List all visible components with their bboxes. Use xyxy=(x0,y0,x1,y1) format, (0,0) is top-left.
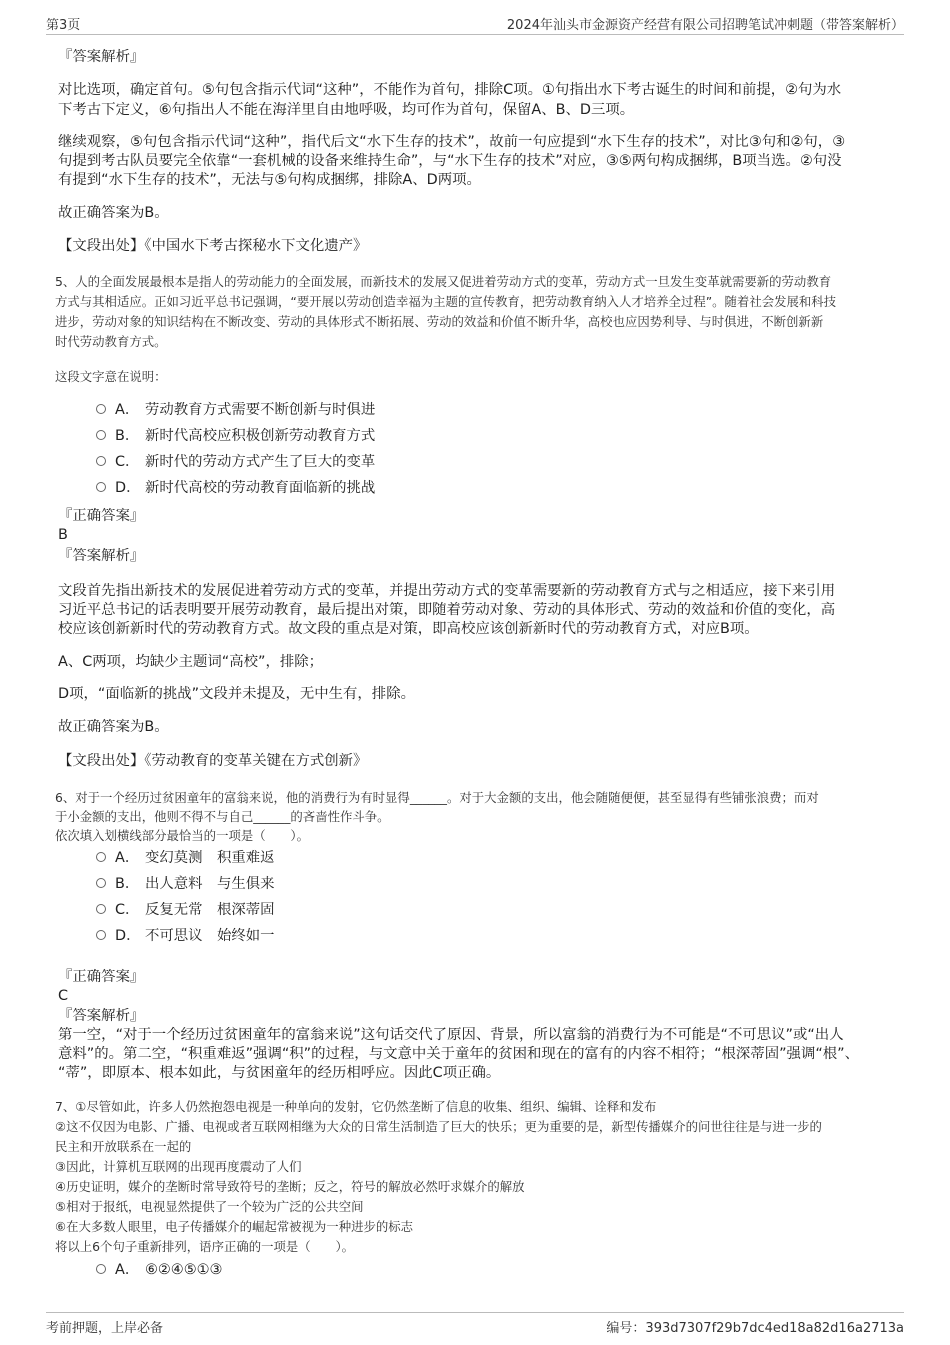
q5-option-c[interactable]: C． 新时代的劳动方式产生了巨大的变革 xyxy=(96,452,375,472)
q6-option-b[interactable]: B． 出人意料 与生俱来 xyxy=(96,874,275,894)
q7-option-a[interactable]: A． ⑥②④⑤①③ xyxy=(96,1260,222,1280)
q6-option-c[interactable]: C． 反复无常 根深蒂固 xyxy=(96,900,275,920)
q4-analysis-title: 『答案解析』 xyxy=(58,49,145,65)
q4-analysis-p2-line1: 继续观察，⑤句包含指示代词“这种”，指代后文“水下生存的技术”，故前一句应提到“水下生存的技术”，对比③句和②句，③ xyxy=(58,134,846,150)
q4-analysis-p2-line3: 有提到“水下生存的技术”，无法与⑤句构成捆绑，排除A、D两项。 xyxy=(58,172,481,188)
page-header xyxy=(46,12,904,35)
q5-option-b[interactable]: B． 新时代高校应积极创新劳动教育方式 xyxy=(96,426,375,446)
q5-conclusion: 故正确答案为B。 xyxy=(58,719,169,735)
q7-sentence-5: ⑤相对于报纸，电视显然提供了一个较为广泛的公共空间 xyxy=(55,1199,364,1214)
q5-answer-title: 『正确答案』 xyxy=(58,508,145,524)
radio-icon[interactable] xyxy=(96,456,106,466)
q5-stem-line3: 进步，劳动对象的知识结构在不断改变、劳动的具体形式不断拓展、劳动的效益和价值不断升华，高校也应因势利导、与时俱进，不断创新新 xyxy=(55,314,824,329)
q5-analysis-line2: 习近平总书记的话表明要开展劳动教育，最后提出对策，即随着劳动对象、劳动的具体形式、劳动的效益和价值的变化，高 xyxy=(58,602,836,618)
q5-source: 【文段出处】《劳动教育的变革关键在方式创新》 xyxy=(58,753,368,769)
q4-conclusion: 故正确答案为B。 xyxy=(58,205,169,221)
q5-question: 这段文字意在说明： xyxy=(55,369,167,384)
q6-option-a[interactable]: A． 变幻莫测 积重难返 xyxy=(96,848,275,868)
q5-analysis-line1: 文段首先指出新技术的发展促进着劳动方式的变革，并提出劳动方式的变革需要新的劳动教育方式与之相适应，接下来引用 xyxy=(58,583,836,599)
q6-answer-title: 『正确答案』 xyxy=(58,969,145,985)
q6-stem-line1: 6、对于一个经历过贫困童年的富翁来说，他的消费行为有时显得______。对于大金额的支出，他会随随便便，甚至显得有些铺张浪费；而对 xyxy=(55,790,819,805)
document-title: 2024年汕头市金源资产经营有限公司招聘笔试冲刺题（带答案解析） xyxy=(506,18,904,33)
page-footer xyxy=(46,1312,904,1337)
q6-option-d[interactable]: D． 不可思议 始终如一 xyxy=(96,926,275,946)
radio-icon[interactable] xyxy=(96,482,106,492)
radio-icon[interactable] xyxy=(96,852,106,862)
q4-source: 【文段出处】《中国水下考古探秘水下文化遗产》 xyxy=(58,238,368,254)
q5-analysis-d: D项，“面临新的挑战”文段并未提及，无中生有，排除。 xyxy=(58,686,415,702)
q5-analysis-title: 『答案解析』 xyxy=(58,548,145,564)
q4-analysis-p2-line2: 句提到考古队员要完全依靠“一套机械的设备来维持生命”，与“水下生存的技术”对应，③⑤两句构成捆绑，B项当选。②句没 xyxy=(58,153,842,169)
radio-icon[interactable] xyxy=(96,904,106,914)
q6-stem-line2: 于小金额的支出，他则不得不与自己______的吝啬性作斗争。 xyxy=(55,809,390,824)
document-id: 编号：393d7307f29b7dc4ed18a82d16a2713a xyxy=(606,1321,904,1336)
q7-sentence-1: 7、①尽管如此，许多人仍然抱怨电视是一种单向的发射，它仍然垄断了信息的收集、组织、编辑、诠释和发布 xyxy=(55,1099,657,1114)
q6-analysis-line2: 意料”的。第二空，“积重难返”强调“积”的过程，与文意中关于童年的贫困和现在的富有的内容不相符；“根深蒂固”强调“根”、 xyxy=(58,1046,860,1062)
q7-sentence-3: ③因此，计算机互联网的出现再度震动了人们 xyxy=(55,1159,302,1174)
q6-question: 依次填入划横线部分最恰当的一项是（ ）。 xyxy=(55,828,310,843)
radio-icon[interactable] xyxy=(96,1264,106,1274)
q5-stem-line4: 时代劳动教育方式。 xyxy=(55,334,167,349)
q5-stem-line1: 5、人的全面发展最根本是指人的劳动能力的全面发展，而新技术的发展又促进着劳动方式的变革，劳动方式一旦发生变革就需要新的劳动教育 xyxy=(55,274,832,289)
q7-sentence-2-line1: ②这不仅因为电影、广播、电视或者互联网相继为大众的日常生活制造了巨大的快乐；更为重要的是，新型传播媒介的问世往往是与进一步的 xyxy=(55,1119,822,1134)
q4-analysis-p1-line1: 对比选项，确定首句。⑤句包含指示代词“这种”，不能作为首句，排除C项。①句指出水下考古诞生的时间和前提，②句为水 xyxy=(58,82,842,98)
q5-answer: B xyxy=(58,527,68,543)
q5-option-d[interactable]: D． 新时代高校的劳动教育面临新的挑战 xyxy=(96,478,375,498)
q7-sentence-2-line2: 民主和开放联系在一起的 xyxy=(55,1139,192,1154)
q4-analysis-p1-line2: 下考古下定义，⑥句指出人不能在海洋里自由地呼吸，均可作为首句，保留A、B、D三项。 xyxy=(58,102,635,118)
q7-question: 将以上6个句子重新排列，语序正确的一项是（ ）。 xyxy=(55,1239,355,1254)
q7-sentence-4: ④历史证明，媒介的垄断时常导致符号的垄断；反之，符号的解放必然吁求媒介的解放 xyxy=(55,1179,525,1194)
page-number: 第3页 xyxy=(46,18,81,33)
radio-icon[interactable] xyxy=(96,430,106,440)
radio-icon[interactable] xyxy=(96,404,106,414)
radio-icon[interactable] xyxy=(96,878,106,888)
q5-analysis-ac: A、C两项，均缺少主题词“高校”，排除； xyxy=(58,654,324,670)
q5-stem-line2: 方式与其相适应。正如习近平总书记强调，“要开展以劳动创造幸福为主题的宣传教育，把劳动教育纳入人才培养全过程”。随着社会发展和科技 xyxy=(55,294,837,309)
q6-answer: C xyxy=(58,988,69,1004)
q6-analysis-line3: “蒂”，即原本、根本如此，与贫困童年的经历相呼应。因此C项正确。 xyxy=(58,1065,501,1081)
q6-analysis-title: 『答案解析』 xyxy=(58,1008,145,1024)
footer-slogan: 考前押题，上岸必备 xyxy=(46,1321,164,1336)
q6-analysis-line1: 第一空，“对于一个经历过贫困童年的富翁来说”这句话交代了原因、背景，所以富翁的消费行为不可能是“不可思议”或“出人 xyxy=(58,1027,844,1043)
q5-analysis-line3: 校应该创新新时代的劳动教育方式。故文段的重点是对策，即高校应该创新新时代的劳动教育方式，对应B项。 xyxy=(58,621,759,637)
q5-option-a[interactable]: A． 劳动教育方式需要不断创新与时俱进 xyxy=(96,400,375,420)
radio-icon[interactable] xyxy=(96,930,106,940)
q7-sentence-6: ⑥在大多数人眼里，电子传播媒介的崛起常被视为一种进步的标志 xyxy=(55,1219,414,1234)
